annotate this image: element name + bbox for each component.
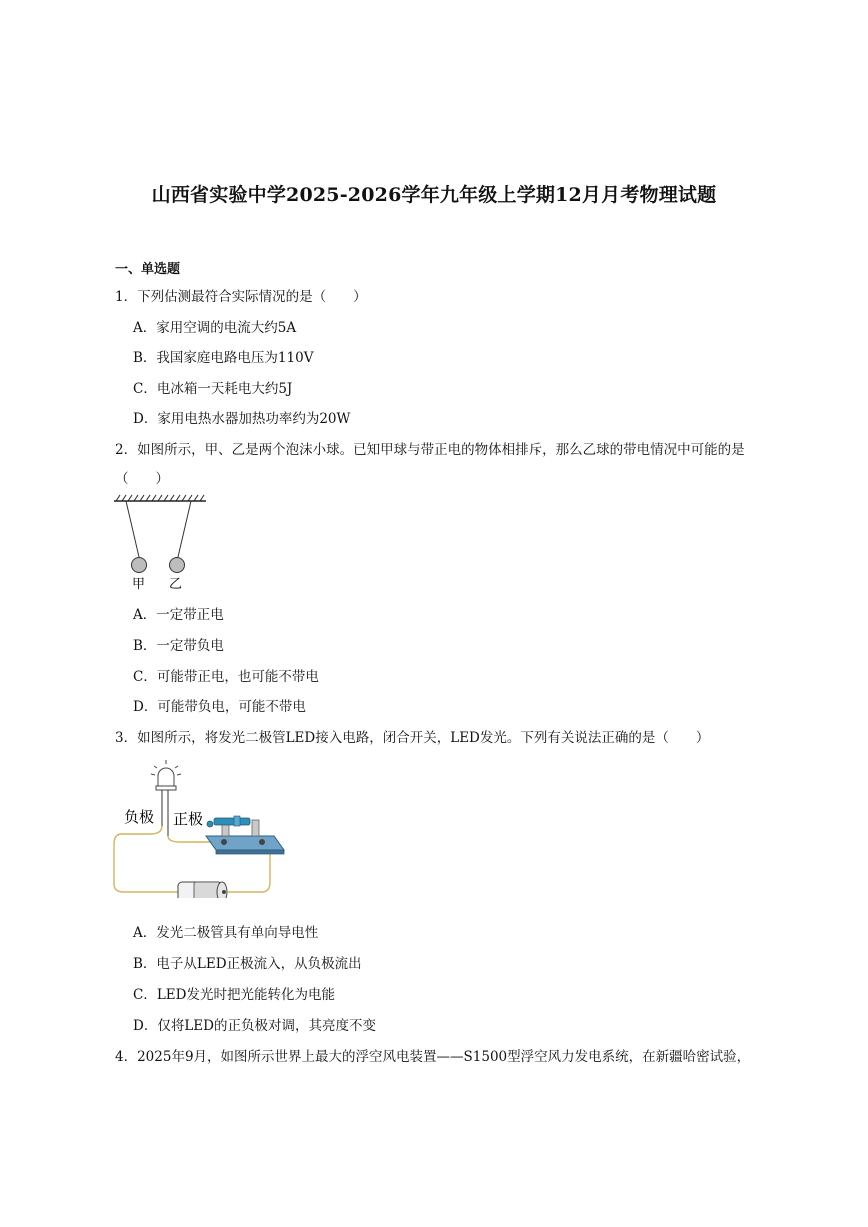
ball-yi	[170, 558, 185, 573]
question-2-stem-cont: （ ）	[115, 471, 169, 487]
thread-jia	[126, 501, 139, 557]
question-2-option-d: D．可能带负电，可能不带电	[133, 699, 306, 715]
section-heading: 一、单选题	[115, 262, 181, 277]
question-2-stem: 2．如图所示，甲、乙是两个泡沫小球。已知甲球与带正电的物体相排斥，那么乙球的带电情况中可能的是	[115, 442, 745, 458]
ceiling-hatch	[114, 495, 206, 501]
label-yi: 乙	[169, 577, 183, 592]
question-3-option-c: C．LED发光时把光能转化为电能	[133, 987, 335, 1003]
question-2-option-c: C．可能带正电，也可能不带电	[133, 669, 319, 685]
label-jia: 甲	[132, 577, 146, 592]
label-positive: 正极	[173, 810, 204, 828]
thread-yi	[178, 501, 191, 557]
question-2-option-b: B．一定带负电	[133, 638, 224, 654]
question-3-option-d: D．仅将LED的正负极对调，其亮度不变	[133, 1018, 376, 1034]
page-title: 山西省实验中学2025-2026学年九年级上学期12月月考物理试题	[151, 184, 717, 206]
question-1-stem: 1．下列估测最符合实际情况的是（ ）	[115, 289, 367, 305]
switch-icon	[206, 816, 284, 854]
question-3-option-a: A．发光二极管具有单向导电性	[133, 925, 319, 941]
question-1-option-c: C．电冰箱一天耗电大约5J	[133, 381, 293, 397]
battery-icon	[178, 882, 227, 898]
question-4-stem: 4．2025年9月，如图所示世界上最大的浮空风电装置——S1500型浮空风力发电系统，在新疆哈密试验，	[115, 1049, 751, 1065]
question-1-option-a: A．家用空调的电流大约5A	[133, 320, 297, 336]
label-negative: 负极	[124, 808, 155, 826]
question-3-stem: 3．如图所示，将发光二极管LED接入电路，闭合开关，LED发光。下列有关说法正确的是（ ）	[115, 730, 710, 746]
question-1-option-d: D．家用电热水器加热功率约为20W	[133, 411, 351, 427]
led-circuit-figure	[110, 758, 290, 898]
question-2-option-a: A．一定带正电	[133, 607, 224, 623]
question-1-option-b: B．我国家庭电路电压为110V	[133, 350, 314, 366]
question-3-option-b: B．电子从LED正极流入，从负极流出	[133, 956, 362, 972]
ball-jia	[132, 558, 147, 573]
pendulum-balls-figure	[113, 492, 213, 592]
